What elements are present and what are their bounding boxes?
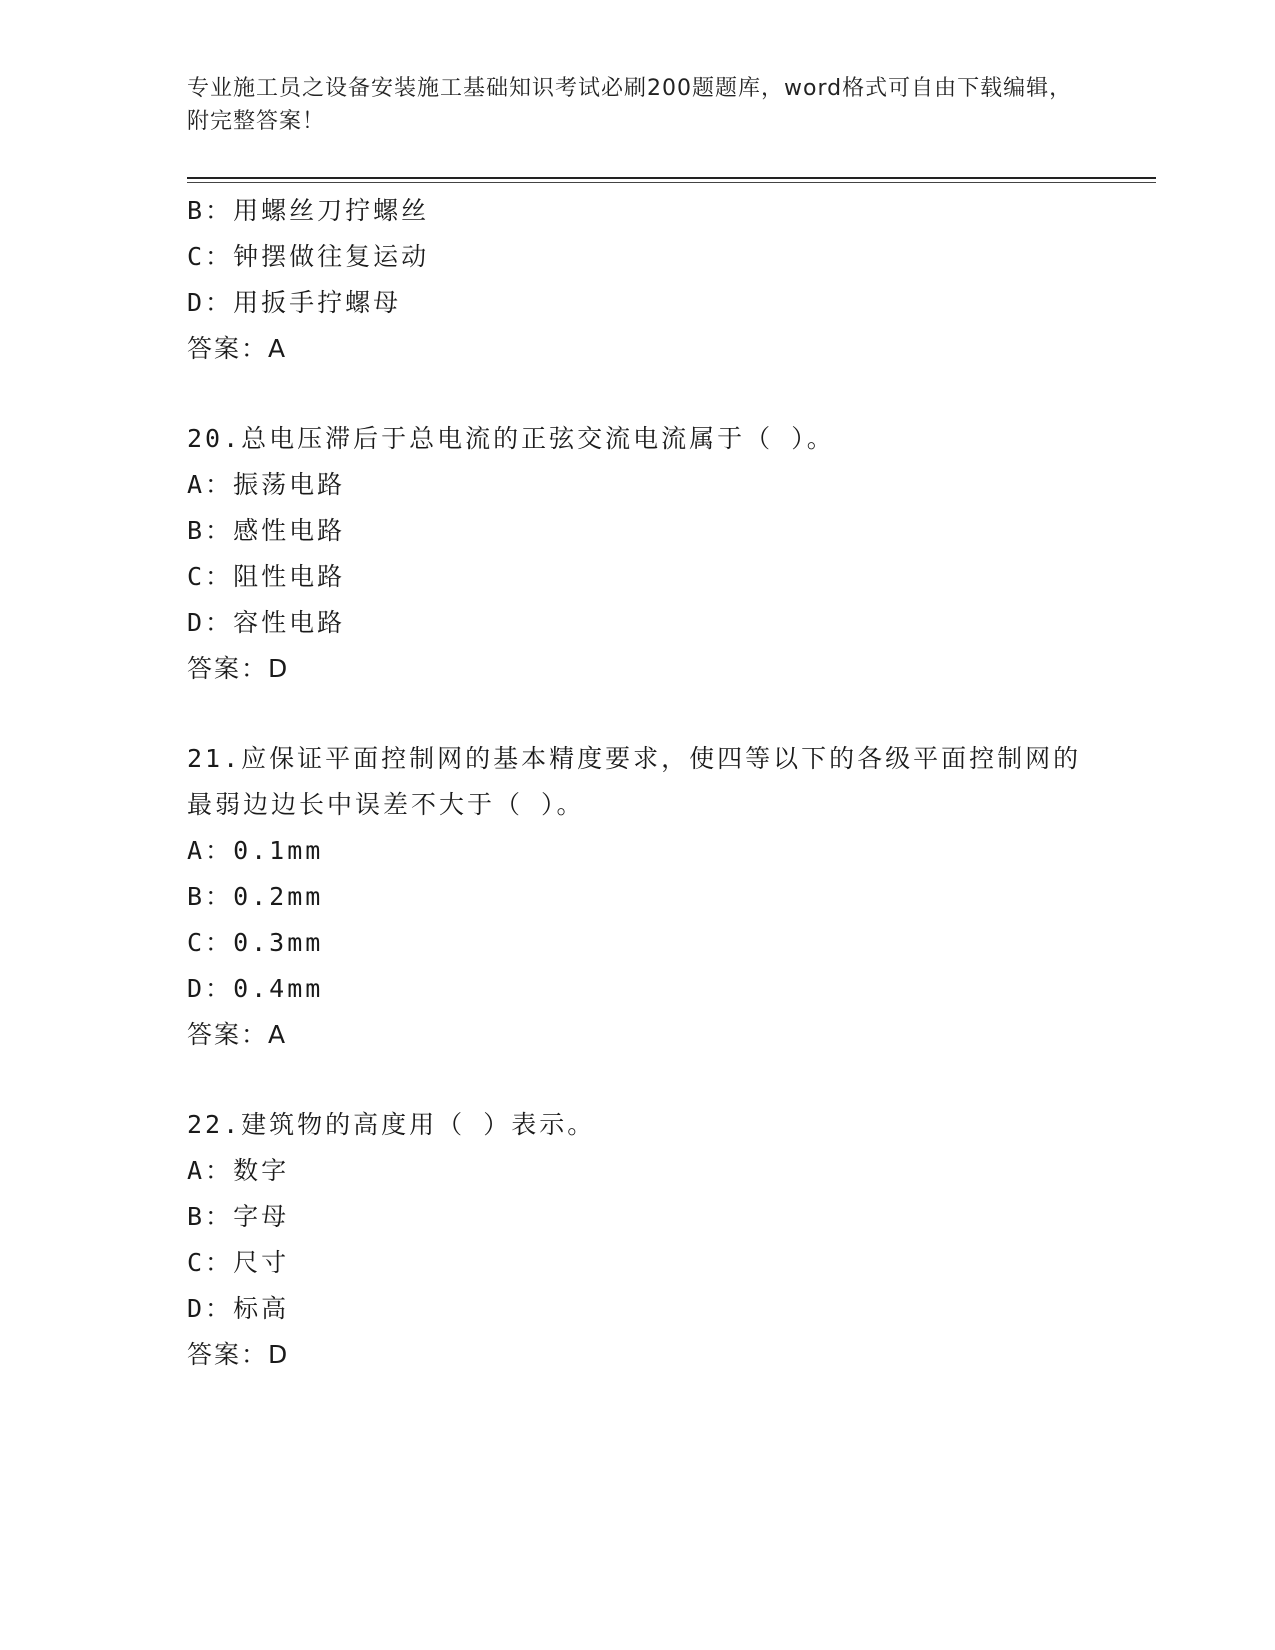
header-divider-thin (187, 182, 1156, 183)
question-block-prev (187, 188, 1087, 372)
option-b: B：感性电路 (187, 516, 346, 545)
option-b: B：用螺丝刀拧螺丝 (187, 196, 430, 225)
question-text: 22.建筑物的高度用（ ）表示。 (187, 1110, 596, 1139)
option-b: B：0.2mm (187, 882, 324, 911)
header-divider (187, 177, 1156, 179)
answer-line: 答案：A (187, 1020, 288, 1049)
option-c: C：尺寸 (187, 1248, 290, 1277)
option-a: A：数字 (187, 1156, 290, 1185)
option-d: D：标高 (187, 1294, 290, 1323)
question-text: 20.总电压滞后于总电流的正弦交流电流属于（ ）。 (187, 424, 835, 453)
option-b: B：字母 (187, 1202, 290, 1231)
option-c: C：钟摆做往复运动 (187, 242, 430, 271)
question-text: 21.应保证平面控制网的基本精度要求，使四等以下的各级平面控制网的最弱边边长中误差不大于（ ）。 (187, 744, 1082, 819)
option-c: C：0.3mm (187, 928, 324, 957)
answer-line: 答案：A (187, 334, 288, 363)
answer-line: 答案：D (187, 654, 290, 683)
question-list (187, 188, 1087, 1378)
option-a: A：0.1mm (187, 836, 324, 865)
option-a: A：振荡电路 (187, 470, 346, 499)
option-c: C：阻性电路 (187, 562, 346, 591)
document-title: 专业施工员之设备安装施工基础知识考试必刷200题题库，word格式可自由下载编辑，附完整答案！ (187, 76, 1073, 134)
answer-line: 答案：D (187, 1340, 290, 1369)
option-d: D：容性电路 (187, 608, 346, 637)
question-block-22 (187, 1102, 1087, 1378)
question-block-20 (187, 416, 1087, 692)
option-d: D：用扳手拧螺母 (187, 288, 402, 317)
question-block-21 (187, 736, 1087, 1058)
option-d: D：0.4mm (187, 974, 324, 1003)
